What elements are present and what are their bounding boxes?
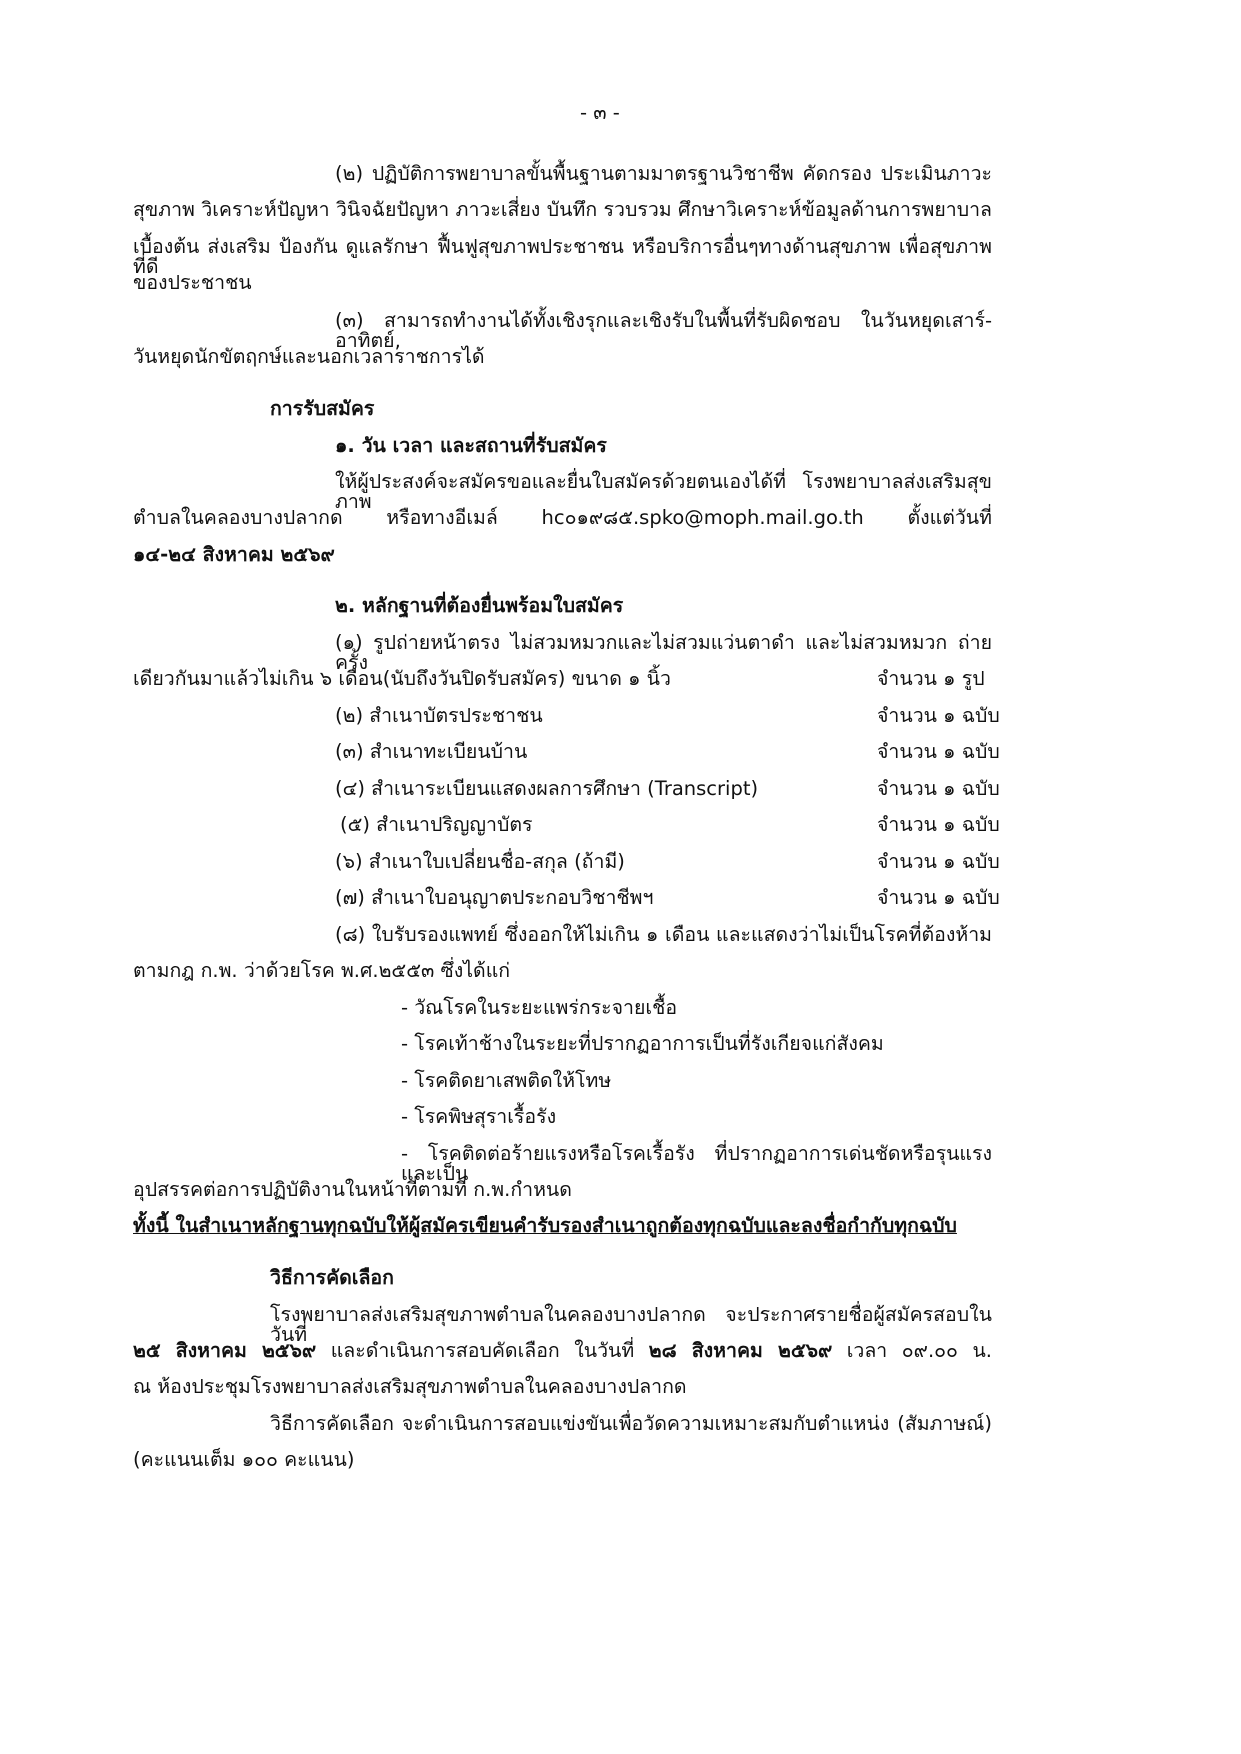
document-8-line-1: (๘) ใบรับรองแพทย์ ซึ่งออกให้ไม่เกิน ๑ เดือน และแสดงว่าไม่เป็นโรคที่ต้องห้าม: [335, 923, 992, 946]
document-4-quantity: จำนวน ๑ ฉบับ: [877, 777, 1000, 800]
document-3-label: (๓) สำเนาทะเบียนบ้าน: [335, 740, 528, 763]
document-5-label: (๕) สำเนาปริญญาบัตร: [340, 813, 533, 836]
disease-item-2: - โรคเท้าช้างในระยะที่ปรากฏอาการเป็นที่รังเกียจแก่สังคม: [401, 1032, 884, 1055]
application-sub1-heading: ๑. วัน เวลา และสถานที่รับสมัคร: [335, 434, 607, 457]
document-1-quantity: จำนวน ๑ รูป: [877, 667, 985, 690]
disease-continuation: อุปสรรคต่อการปฏิบัติงานในหน้าที่ตามที่ ก.พ.กำหนด: [133, 1178, 572, 1201]
disease-item-1: - วัณโรคในระยะแพร่กระจายเชื้อ: [401, 996, 678, 1019]
document-2-quantity: จำนวน ๑ ฉบับ: [877, 704, 1000, 727]
document-8-line-2: ตามกฎ ก.พ. ว่าด้วยโรค พ.ศ.๒๕๕๓ ซึ่งได้แก่: [133, 959, 511, 982]
selection-p1-line-2: [133, 1341, 992, 1361]
duty-item-2-line-3: เบื้องต้น ส่งเสริม ป้องกัน ดูแลรักษา ฟื้นฟูสุขภาพประชาชน หรือบริการอื่นๆทางด้านสุขภาพ เพื่อสุขภาพที่ดี: [133, 235, 992, 278]
application-sub1-line-1: ให้ผู้ประสงค์จะสมัครขอและยื่นใบสมัครด้วยตนเองได้ที่ โรงพยาบาลส่งเสริมสุขภาพ: [335, 470, 992, 513]
document-5-quantity: จำนวน ๑ ฉบับ: [877, 813, 1000, 836]
document-6-quantity: จำนวน ๑ ฉบับ: [877, 850, 1000, 873]
disease-item-5: - โรคติดต่อร้ายแรงหรือโรคเรื้อรัง ที่ปรากฏอาการเด่นชัดหรือรุนแรงและเป็น: [401, 1142, 992, 1185]
document-3-quantity: จำนวน ๑ ฉบับ: [877, 740, 1000, 763]
exam-date: ๒๘ สิงหาคม ๒๕๖๙: [648, 1339, 833, 1362]
application-heading: การรับสมัคร: [270, 397, 375, 420]
duty-item-2-line-2: สุขภาพ วิเคราะห์ปัญหา วินิจฉัยปัญหา ภาวะเสี่ยง บันทึก รวบรวม ศึกษาวิเคราะห์ข้อมูลด้านการพยาบาล: [133, 198, 992, 221]
selection-p1-line-3: ณ ห้องประชุมโรงพยาบาลส่งเสริมสุขภาพตำบลในคลองบางปลากด: [133, 1375, 687, 1398]
duty-item-2-line-1: (๒) ปฏิบัติการพยาบาลขั้นพื้นฐานตามมาตรฐานวิชาชีพ คัดกรอง ประเมินภาวะ: [335, 162, 992, 185]
application-dates: ๑๔-๒๔ สิงหาคม ๒๕๖๙: [133, 543, 335, 566]
announcement-date: ๒๕ สิงหาคม ๒๕๖๙: [133, 1339, 317, 1362]
document-6-label: (๖) สำเนาใบเปลี่ยนชื่อ-สกุล (ถ้ามี): [335, 850, 625, 873]
selection-heading: วิธีการคัดเลือก: [270, 1266, 394, 1289]
document-1-line-2: เดียวกันมาแล้วไม่เกิน ๖ เดือน(นับถึงวันปิดรับสมัคร) ขนาด ๑ นิ้ว: [133, 667, 671, 690]
disease-item-3: - โรคติดยาเสพติดให้โทษ: [401, 1069, 612, 1092]
duty-item-3-line-1: (๓) สามารถทำงานได้ทั้งเชิงรุกและเชิงรับในพื้นที่รับผิดชอบ ในวันหยุดเสาร์-อาทิตย์,: [335, 309, 992, 352]
selection-p2-line-1: วิธีการคัดเลือก จะดำเนินการสอบแข่งขันเพื่อวัดความเหมาะสมกับตำแหน่ง (สัมภาษณ์): [270, 1412, 992, 1435]
duty-item-2-line-4: ของประชาชน: [133, 271, 252, 294]
exam-time: เวลา ๐๙.๐๐ น.: [832, 1339, 992, 1362]
certify-note: ทั้งนี้ ในสำเนาหลักฐานทุกฉบับให้ผู้สมัครเขียนคำรับรองสำเนาถูกต้องทุกฉบับและลงชื่อกำกับทุกฉบับ: [133, 1214, 957, 1237]
application-sub1-line-2: ตำบลในคลองบางปลากด หรือทางอีเมล์ hc๐๑๙๘๕.spko@moph.mail.go.th ตั้งแต่วันที่: [133, 506, 992, 529]
document-7-label: (๗) สำเนาใบอนุญาตประกอบวิชาชีพฯ: [335, 886, 654, 909]
duty-item-3-line-2: วันหยุดนักขัตฤกษ์และนอกเวลาราชการได้: [133, 345, 485, 368]
page-number: - ๓ -: [580, 101, 620, 124]
selection-p1-line-1: โรงพยาบาลส่งเสริมสุขภาพตำบลในคลองบางปลากด จะประกาศรายชื่อผู้สมัครสอบในวันที่: [270, 1303, 992, 1346]
document-7-quantity: จำนวน ๑ ฉบับ: [877, 886, 1000, 909]
application-sub2-heading: ๒. หลักฐานที่ต้องยื่นพร้อมใบสมัคร: [335, 594, 624, 617]
document-1-line-1: (๑) รูปถ่ายหน้าตรง ไม่สวมหมวกและไม่สวมแว่นตาดำ และไม่สวมหมวก ถ่ายครั้ง: [335, 631, 992, 674]
disease-item-4: - โรคพิษสุราเรื้อรัง: [401, 1105, 557, 1128]
document-4-label: (๔) สำเนาระเบียนแสดงผลการศึกษา (Transcript): [335, 777, 759, 800]
document-2-label: (๒) สำเนาบัตรประชาชน: [335, 704, 543, 727]
selection-p1-text: และดำเนินการสอบคัดเลือก ในวันที่: [316, 1339, 649, 1362]
selection-p2-line-2: (คะแนนเต็ม ๑๐๐ คะแนน): [133, 1448, 355, 1471]
